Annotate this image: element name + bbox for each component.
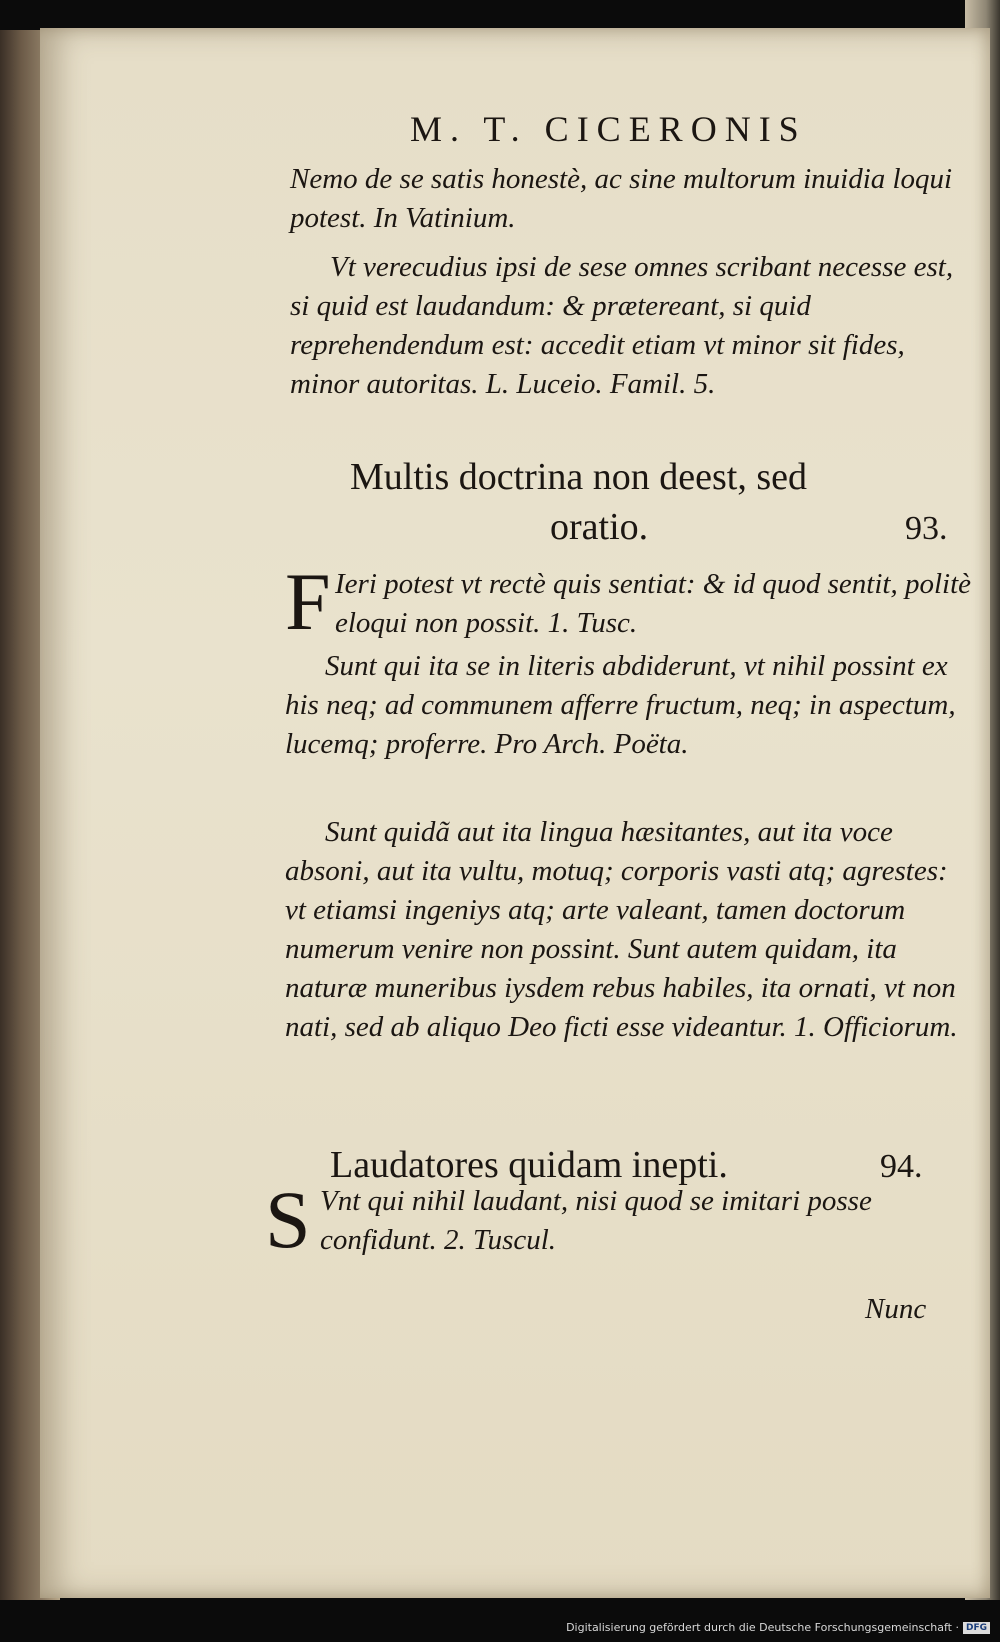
catchword: Nunc bbox=[865, 1293, 927, 1325]
passage-5: Sunt quidã aut ita lingua hæsitantes, aut ita voce absoni, aut ita vultu, motuq; corporis vasti atq; agrestes: vt etiamsi ingeniys atq; arte valeant, tamen doctorum numerum venire non possint. Sunt autem quidam, ita naturæ muneribus iysdem rebus habiles, ita ornati, vt non nati, sed ab aliquo Deo ficti esse videantur. 1. Officiorum. bbox=[285, 816, 958, 1043]
section-93-number: 93. bbox=[905, 510, 948, 547]
drop-cap-f: F bbox=[285, 556, 331, 647]
section-93-title-line1: Multis doctrina non deest, sed bbox=[350, 456, 807, 498]
passage-4: Sunt qui ita se in literis abdiderunt, vt nihil possint ex his neq; ad communem afferre fructum, neq; in aspectum, lucemq; proferre. Pro Arch. Poëta. bbox=[285, 650, 956, 760]
section-94-number: 94. bbox=[880, 1148, 923, 1185]
dfg-logo: DFG bbox=[963, 1622, 990, 1634]
passage-2: Vt verecudius ipsi de sese omnes scribant necesse est, si quid est laudandum: & prætereant, si quid reprehendendum est: accedit etiam vt minor sit fides, minor autoritas. L. Luceio. Famil. 5. bbox=[290, 251, 954, 400]
passage-1: Nemo de se satis honestè, ac sine multorum inuidia loqui potest. In Vatinium. bbox=[290, 163, 953, 234]
passage-3: Ieri potest vt rectè quis sentiat: & id quod sentit, politè eloqui non possit. 1. Tusc. bbox=[335, 568, 972, 639]
section-94-title: Laudatores quidam inepti. bbox=[330, 1144, 728, 1186]
footer-credit-text: Digitalisierung gefördert durch die Deutsche Forschungsgemeinschaft · bbox=[566, 1621, 959, 1634]
digitization-credit bbox=[566, 1621, 990, 1634]
section-93-title-line2: oratio. bbox=[550, 506, 649, 548]
running-header: M. T. CICERONIS bbox=[410, 109, 807, 149]
drop-cap-s: S bbox=[265, 1174, 311, 1265]
passage-6: Vnt qui nihil laudant, nisi quod se imitari posse confidunt. 2. Tuscul. bbox=[320, 1185, 872, 1256]
